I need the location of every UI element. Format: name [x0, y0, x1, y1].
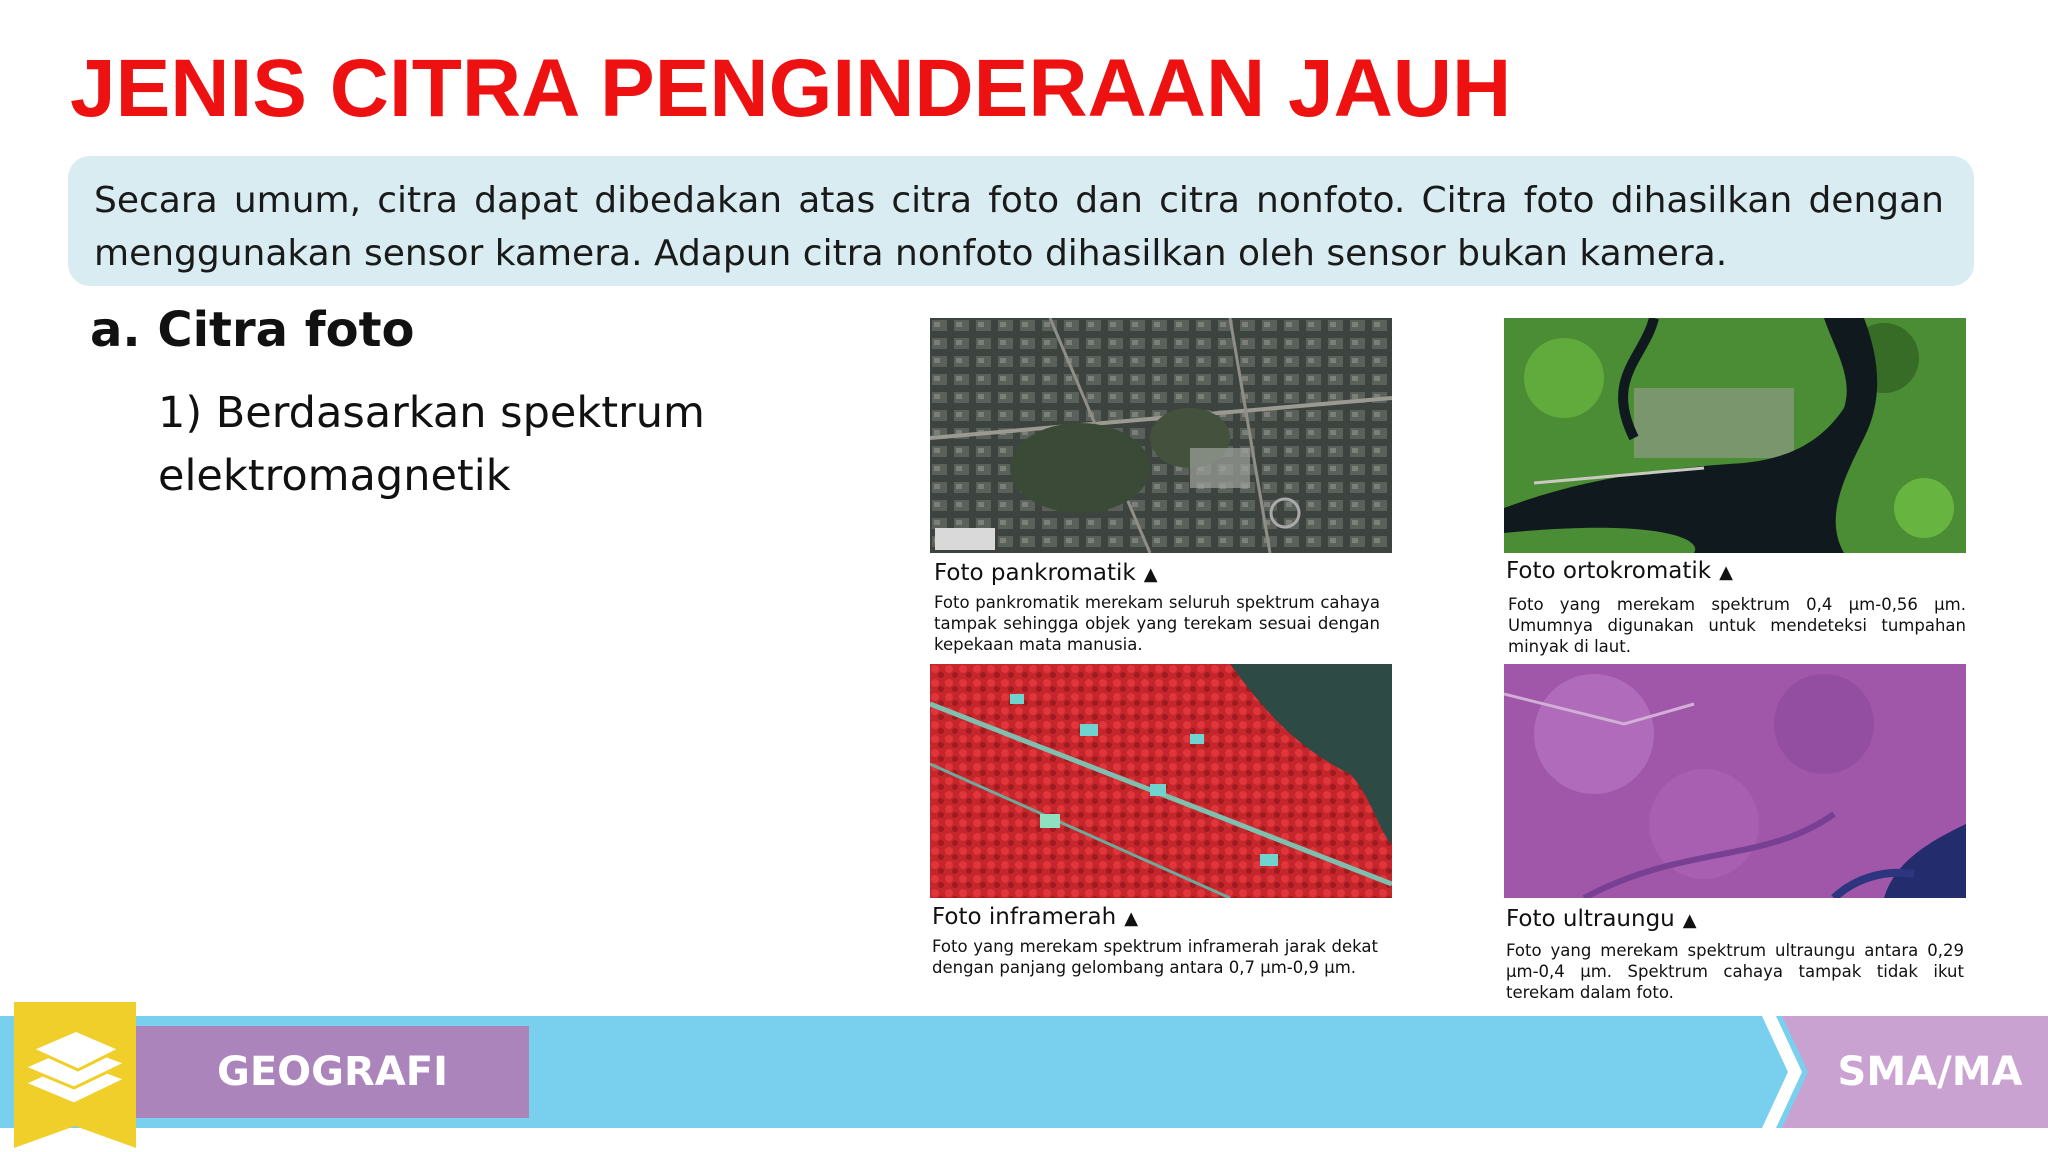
level-label: SMA/MA [1837, 1049, 2023, 1095]
triangle-marker-icon: ▲ [1719, 562, 1733, 583]
triangle-marker-icon: ▲ [1143, 564, 1158, 585]
caption-desc-ultraungu: Foto yang merekam spektrum ultraungu antara 0,29 µm-0,4 µm. Spektrum cahaya tampak tidak ikut terekam dalam foto. [1506, 941, 1964, 1002]
caption-desc-inframerah: Foto yang merekam spektrum inframerah jarak dekat dengan panjang gelombang antara 0,7 µm-0,9 µm. [932, 937, 1378, 977]
slide-title: JENIS CITRA PENGINDERAAN JAUH [70, 43, 1512, 134]
triangle-marker-icon: ▲ [1682, 910, 1697, 931]
photo-ultraungu [1504, 664, 1966, 898]
caption-desc-pankromatik: Foto pankromatik merekam seluruh spektrum cahaya tampak sehingga objek yang terekam sesuai dengan kepekaan mata manusia. [934, 593, 1380, 654]
caption-title-ultraungu [1506, 906, 1697, 932]
caption-title-pankromatik [934, 560, 1158, 586]
photo-inframerah [930, 664, 1392, 898]
subject-label: GEOGRAFI [136, 1026, 529, 1118]
caption-title-text: Foto ortokromatik [1506, 558, 1712, 584]
caption-desc-ortokromatik: Foto yang merekam spektrum 0,4 µm-0,56 µm. Umumnya digunakan untuk mendeteksi tumpahan minyak di laut. [1508, 595, 1966, 656]
intro-text: Secara umum, citra dapat dibedakan atas citra foto dan citra nonfoto. Citra foto dihasilkan dengan menggunakan sensor kamera. Adapun citra nonfoto dihasilkan oleh sensor bukan kamera. [94, 180, 1944, 274]
caption-title-text: Foto inframerah [932, 904, 1117, 930]
intro-box [68, 156, 1974, 286]
photo-ortokromatik [1504, 318, 1966, 553]
caption-title-text: Foto ultraungu [1506, 906, 1675, 932]
books-icon [14, 1002, 136, 1148]
section-heading: a. Citra foto [90, 302, 415, 358]
triangle-marker-icon: ▲ [1124, 908, 1139, 929]
caption-title-text: Foto pankromatik [934, 560, 1136, 586]
photo-pankromatik [930, 318, 1392, 553]
subpoint-text: 1) Berdasarkan spektrum elektromagnetik [158, 388, 705, 501]
caption-title-inframerah [932, 904, 1138, 930]
caption-title-ortokromatik [1506, 558, 1733, 584]
